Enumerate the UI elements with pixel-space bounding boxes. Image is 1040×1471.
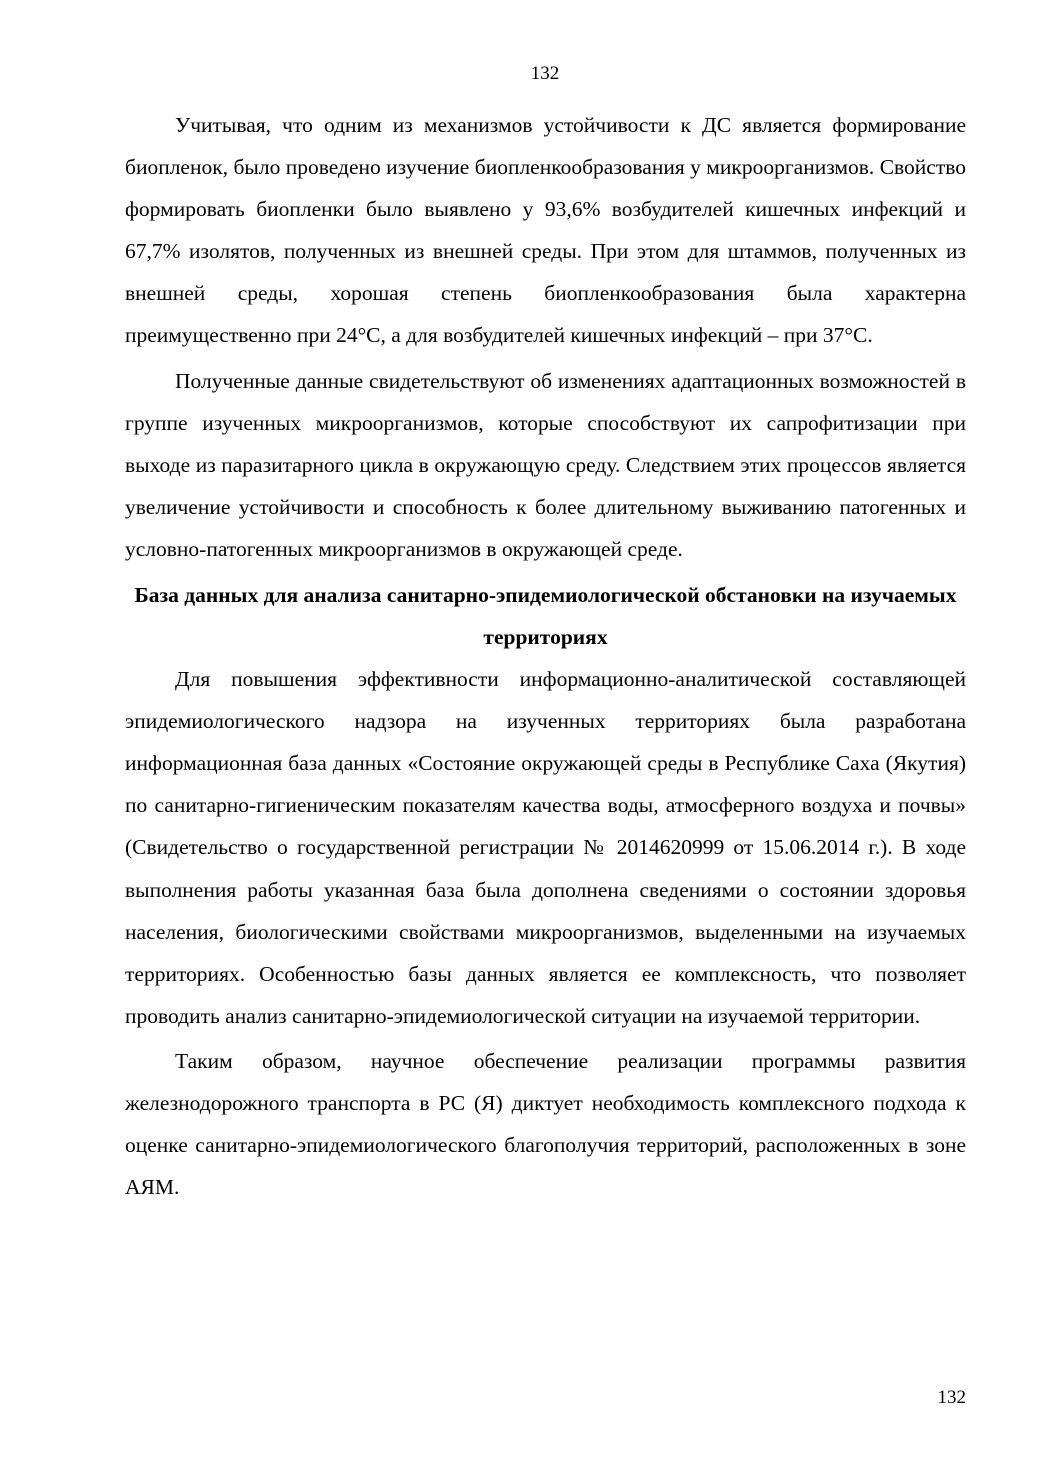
document-body	[125, 104, 966, 1208]
page-number-top: 132	[530, 63, 560, 84]
paragraph-adaptation: Полученные данные свидетельствуют об изменениях адаптационных возможностей в группе изученных микроорганизмов, которые способствуют их сапрофитизации при выходе из паразитарного цикла в окружающую среду. Следствием этих процессов является увеличение устойчивости и способность к более длительному выживанию патогенных и условно-патогенных микроорганизмов в окружающей среде.	[125, 368, 966, 561]
section-heading: База данных для анализа санитарно-эпидемиологической обстановки на изучаемых территориях	[134, 583, 957, 650]
paragraph-biofilm: Учитывая, что одним из механизмов устойчивости к ДС является формирование биопленок, было проведено изучение биопленкообразования у микроорганизмов. Свойство формировать биопленки было выявлено у 93,6% возбудителей кишечных инфекций и 67,7% изолятов, полученных из внешней среды. При этом для штаммов, полученных из внешней среды, хорошая степень биопленкообразования была характерна преимущественно при 24°С, а для возбудителей кишечных инфекций – при 37°С.	[125, 113, 966, 348]
paragraph-conclusion: Таким образом, научное обеспечение реализации программы развития железнодорожного транспорта в РС (Я) диктует необходимость комплексного подхода к оценке санитарно-эпидемиологического благополучия территорий, расположенных в зоне АЯМ.	[125, 1048, 966, 1200]
paragraph-database: Для повышения эффективности информационно-аналитической составляющей эпидемиологического надзора на изученных территориях была разработана информационная база данных «Состояние окружающей среды в Республике Саха (Якутия) по санитарно-гигиеническим показателям качества воды, атмосферного воздуха и почвы» (Свидетельство о государственной регистрации № 2014620999 от 15.06.2014 г.). В ходе выполнения работы указанная база была дополнена сведениями о состоянии здоровья населения, биологическими свойствами микроорганизмов, выделенными на изучаемых территориях. Особенностью базы данных является ее комплексность, что позволяет проводить анализ санитарно-эпидемиологической ситуации на изучаемой территории.	[125, 667, 966, 1028]
page-number-bottom: 132	[937, 1387, 966, 1408]
